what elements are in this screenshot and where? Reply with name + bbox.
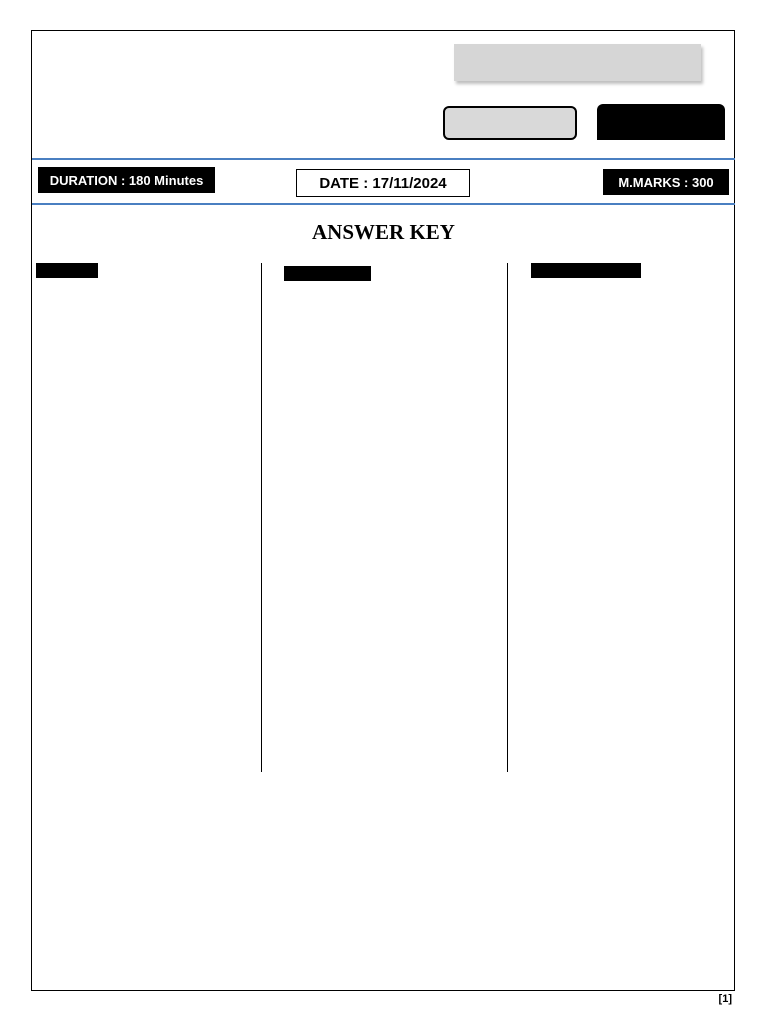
redacted-column-heading-3 [531,263,641,278]
redacted-column-heading-2 [284,266,371,281]
redacted-tab-dark [597,104,725,140]
page-number: [1] [718,993,732,1005]
redacted-column-heading-1 [36,263,98,278]
redacted-tab-light [443,106,577,140]
column-divider-1 [261,263,262,772]
duration-label: DURATION : 180 Minutes [38,167,215,193]
date-label: DATE : 17/11/2024 [296,169,470,197]
page-title: ANSWER KEY [312,220,455,244]
header-rule-bottom [32,203,735,205]
redacted-banner [454,44,701,81]
max-marks-label: M.MARKS : 300 [603,169,729,195]
column-divider-2 [507,263,508,772]
header-rule-top [32,158,735,160]
